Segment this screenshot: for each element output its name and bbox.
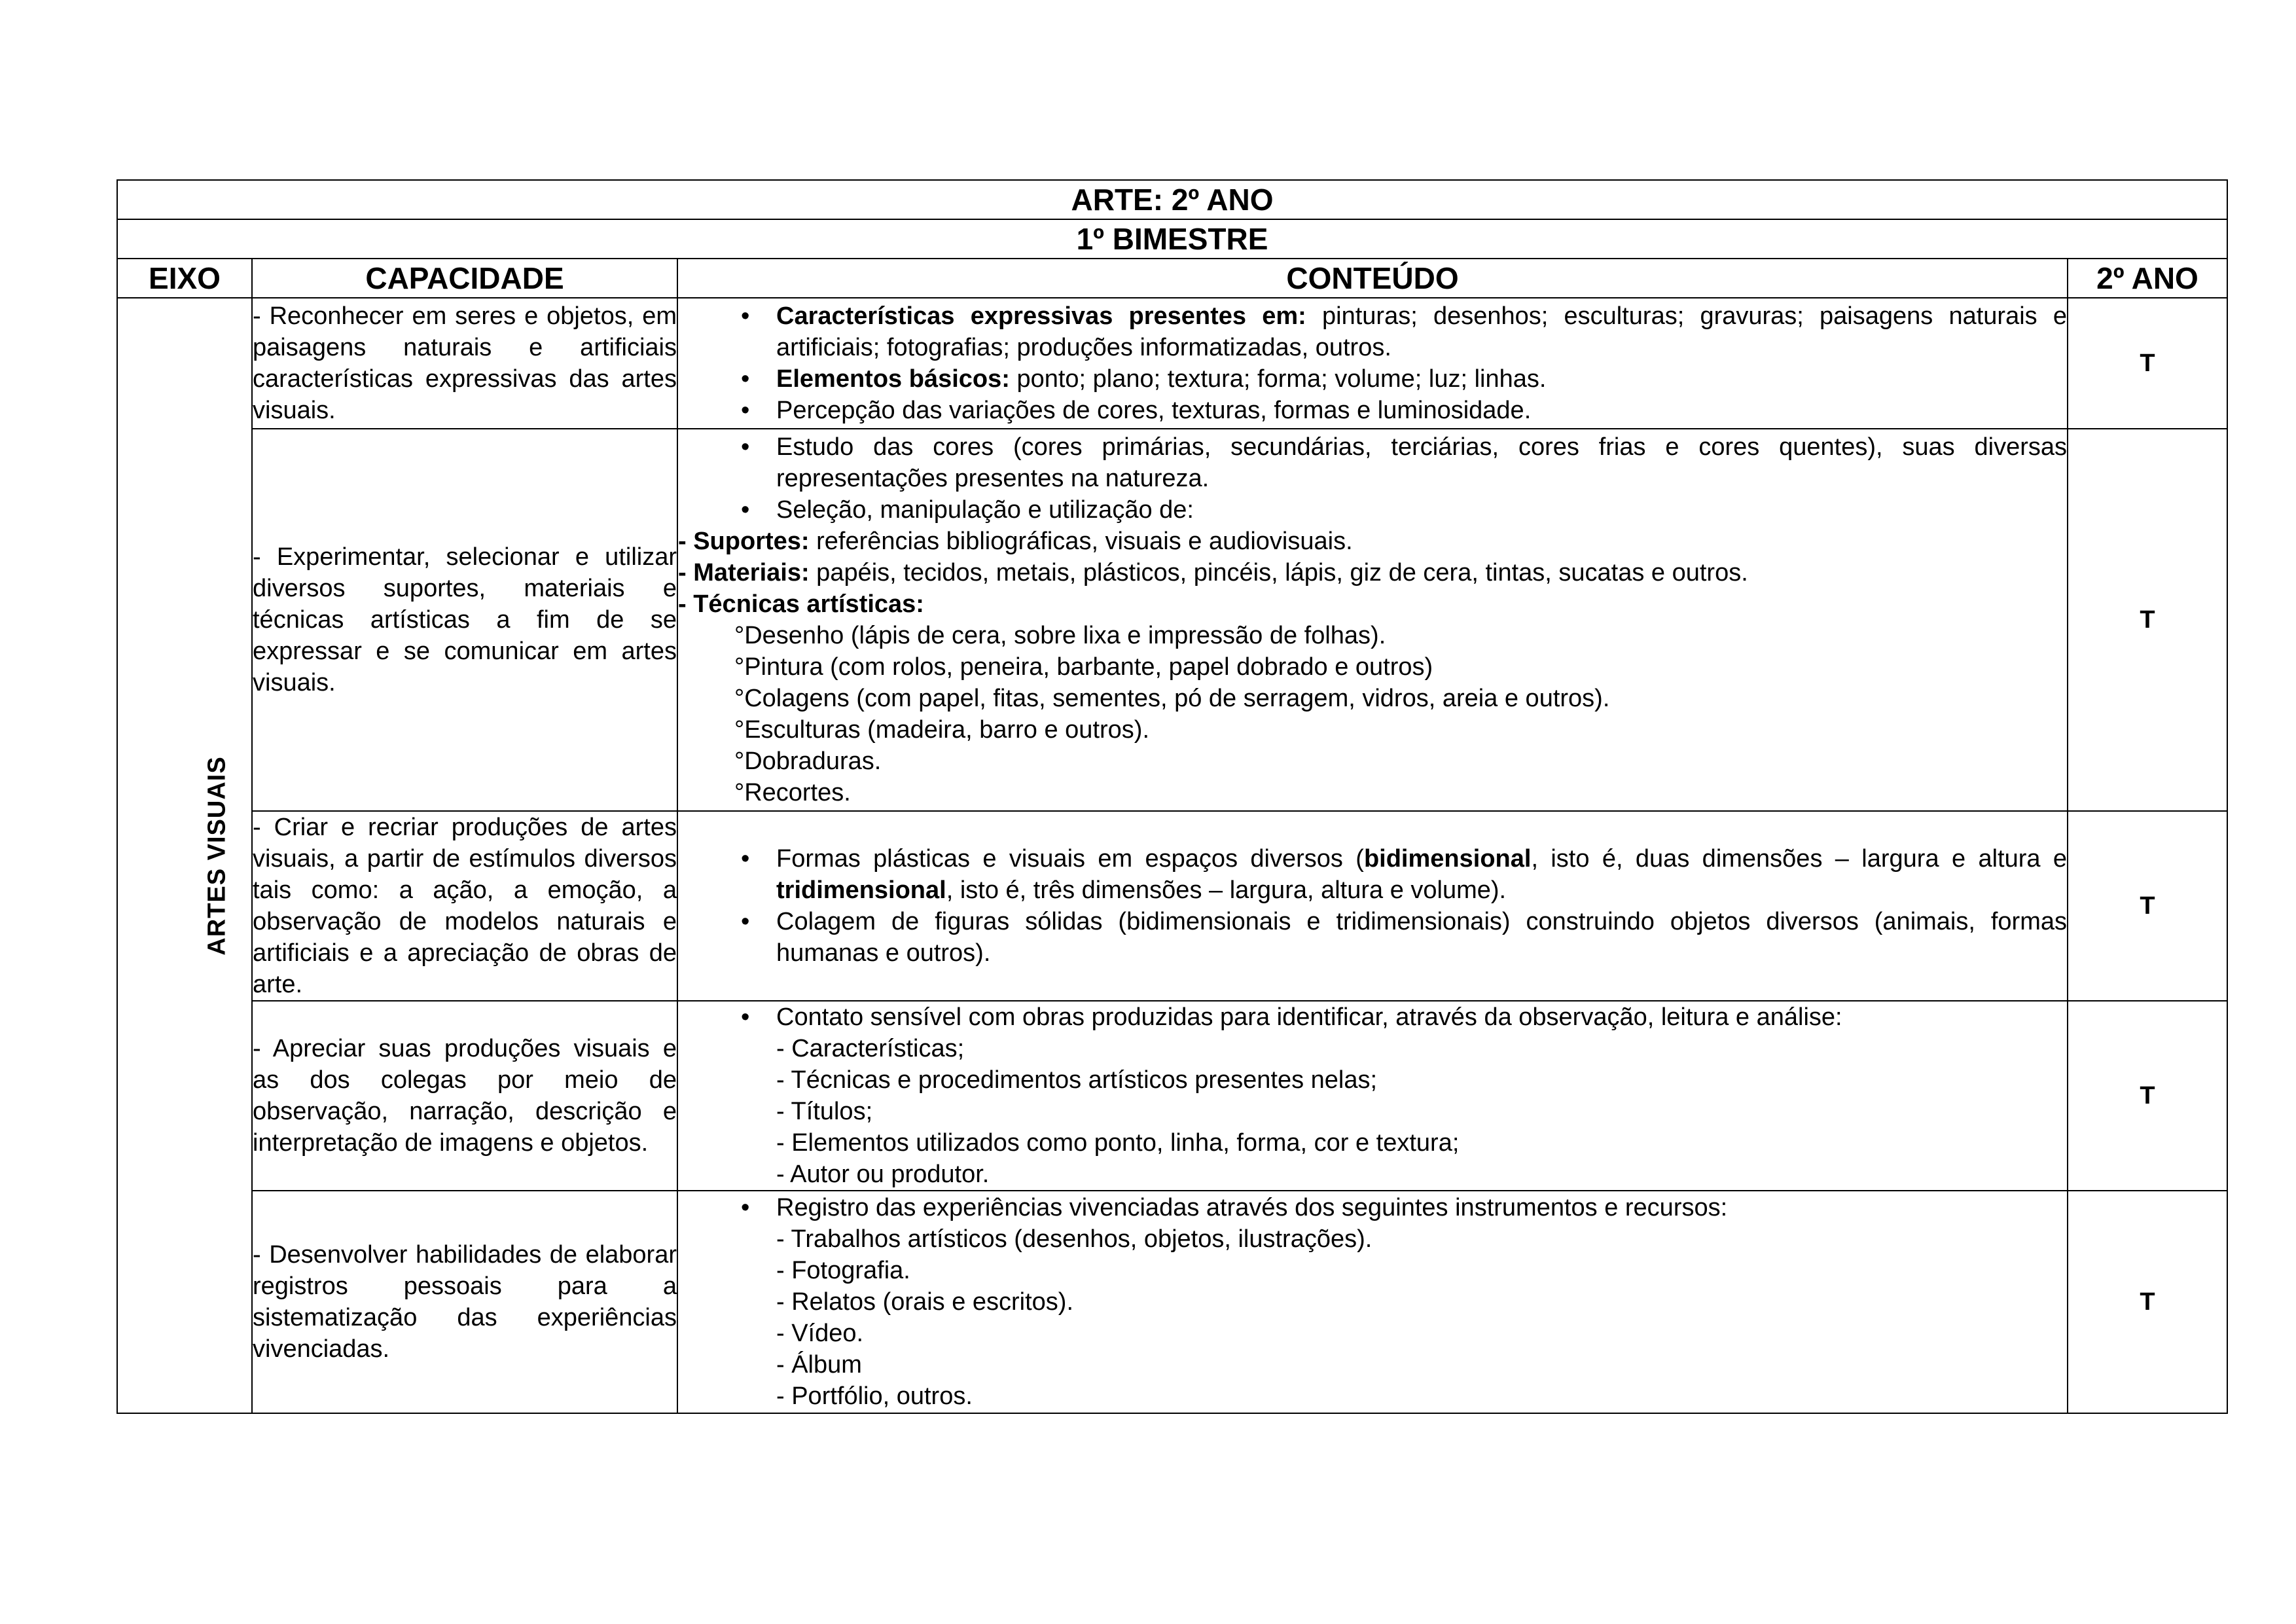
conteudo-cell	[677, 429, 2068, 811]
eixo-cell	[117, 298, 252, 1413]
list-item: - Elementos utilizados como ponto, linha, forma, cor e textura;	[776, 1129, 1460, 1157]
table-row	[117, 1191, 2227, 1413]
capacidade-cell: - Desenvolver habilidades de elaborar registros pessoais para a sistematização das experiências vivenciadas.	[252, 1191, 677, 1413]
curriculum-table	[117, 179, 2228, 1414]
list-item: °Pintura (com rolos, peneira, barbante, papel dobrado e outros)	[734, 653, 1433, 681]
bimestre-heading: 1º BIMESTRE	[117, 219, 2227, 259]
column-header-ano: 2º ANO	[2068, 259, 2227, 298]
list-item	[678, 588, 2067, 620]
table-row	[117, 298, 2227, 429]
list-item: °Colagens (com papel, fitas, sementes, pó de serragem, vidros, areia e outros).	[734, 685, 1610, 712]
list-item: • Colagem de figuras sólidas (bidimensionais e tridimensionais) construindo objetos diversos (animais, formas humanas e outros).	[678, 906, 2067, 969]
table-title: ARTE: 2º ANO	[117, 180, 2227, 219]
conteudo-cell	[677, 811, 2068, 1001]
year-mark: T	[2068, 1001, 2227, 1191]
item-text: pinturas; desenhos; esculturas; gravuras; paisagens naturais e artificiais; fotografias; produções informatizadas, outros.	[776, 302, 2067, 361]
list-item: °Dobraduras.	[734, 748, 882, 775]
conteudo-cell	[677, 298, 2068, 429]
table-row	[117, 811, 2227, 1001]
list-item: - Portfólio, outros.	[776, 1382, 973, 1410]
capacidade-cell: - Apreciar suas produções visuais e as dos colegas por meio de observação, narração, descrição e interpretação de imagens e objetos.	[252, 1001, 677, 1191]
year-mark: T	[2068, 811, 2227, 1001]
item-text: , isto é, três dimensões – largura, altura e volume).	[946, 876, 1507, 904]
list-item: - Características;	[776, 1035, 965, 1062]
list-item: • Seleção, manipulação e utilização de:	[678, 494, 2067, 526]
year-mark: T	[2068, 429, 2227, 811]
year-mark: T	[2068, 298, 2227, 429]
year-mark: T	[2068, 1191, 2227, 1413]
list-item: °Esculturas (madeira, barro e outros).	[734, 716, 1149, 744]
list-item	[678, 363, 2067, 395]
eixo-label: ARTES VISUAIS	[203, 755, 231, 956]
list-item: - Técnicas e procedimentos artísticos presentes nelas;	[776, 1066, 1378, 1094]
item-heading: Elementos básicos:	[776, 365, 1010, 393]
item-emphasis: tridimensional	[776, 876, 946, 904]
list-item	[678, 557, 2067, 588]
item-heading: - Técnicas artísticas:	[678, 590, 924, 618]
list-item	[678, 843, 2067, 906]
list-item: • Percepção das variações de cores, texturas, formas e luminosidade.	[678, 395, 2067, 426]
item-emphasis: bidimensional	[1363, 845, 1532, 873]
item-heading: - Suportes:	[678, 528, 810, 555]
list-item: °Desenho (lápis de cera, sobre lixa e impressão de folhas).	[734, 622, 1386, 649]
list-item: - Fotografia.	[776, 1257, 910, 1284]
capacidade-cell: - Criar e recriar produções de artes visuais, a partir de estímulos diversos tais como: a ação, a emoção, a observação de modelos naturais e artificiais e a apreciação de obras de arte.	[252, 811, 677, 1001]
table-row	[117, 1001, 2227, 1191]
list-item: • Registro das experiências vivenciadas através dos seguintes instrumentos e recursos:	[678, 1192, 2067, 1223]
list-item: • Contato sensível com obras produzidas para identificar, através da observação, leitura e análise:	[678, 1001, 2067, 1033]
list-item	[678, 526, 2067, 557]
list-item: °Recortes.	[734, 779, 851, 806]
item-text: , isto é, duas dimensões – largura e altura e	[1531, 845, 2068, 873]
conteudo-cell	[677, 1191, 2068, 1413]
list-item: - Títulos;	[776, 1098, 873, 1125]
item-text: Formas plásticas e visuais em espaços diversos (	[776, 845, 1364, 873]
list-item: - Relatos (orais e escritos).	[776, 1288, 1074, 1316]
table-row	[117, 429, 2227, 811]
list-item: - Vídeo.	[776, 1320, 864, 1347]
item-heading: Características expressivas presentes em:	[776, 302, 1306, 330]
list-item	[678, 300, 2067, 363]
list-item: - Álbum	[776, 1351, 862, 1379]
column-header-conteudo: CONTEÚDO	[677, 259, 2068, 298]
column-header-eixo: EIXO	[117, 259, 252, 298]
conteudo-cell	[677, 1001, 2068, 1191]
capacidade-cell: - Reconhecer em seres e objetos, em paisagens naturais e artificiais características expressivas das artes visuais.	[252, 298, 677, 429]
list-item: - Autor ou produtor.	[776, 1161, 990, 1188]
list-item: • Estudo das cores (cores primárias, secundárias, terciárias, cores frias e cores quentes), suas diversas representações presentes na natureza.	[678, 431, 2067, 494]
item-text: ponto; plano; textura; forma; volume; luz; linhas.	[1009, 365, 1547, 393]
item-heading: - Materiais:	[678, 559, 810, 586]
list-item: - Trabalhos artísticos (desenhos, objetos, ilustrações).	[776, 1225, 1372, 1253]
capacidade-cell: - Experimentar, selecionar e utilizar diversos suportes, materiais e técnicas artísticas a fim de se expressar e se comunicar em artes visuais.	[252, 429, 677, 811]
item-text: papéis, tecidos, metais, plásticos, pincéis, lápis, giz de cera, tintas, sucatas e outros.	[809, 559, 1748, 586]
item-text: referências bibliográficas, visuais e audiovisuais.	[809, 528, 1353, 555]
column-header-capacidade: CAPACIDADE	[252, 259, 677, 298]
